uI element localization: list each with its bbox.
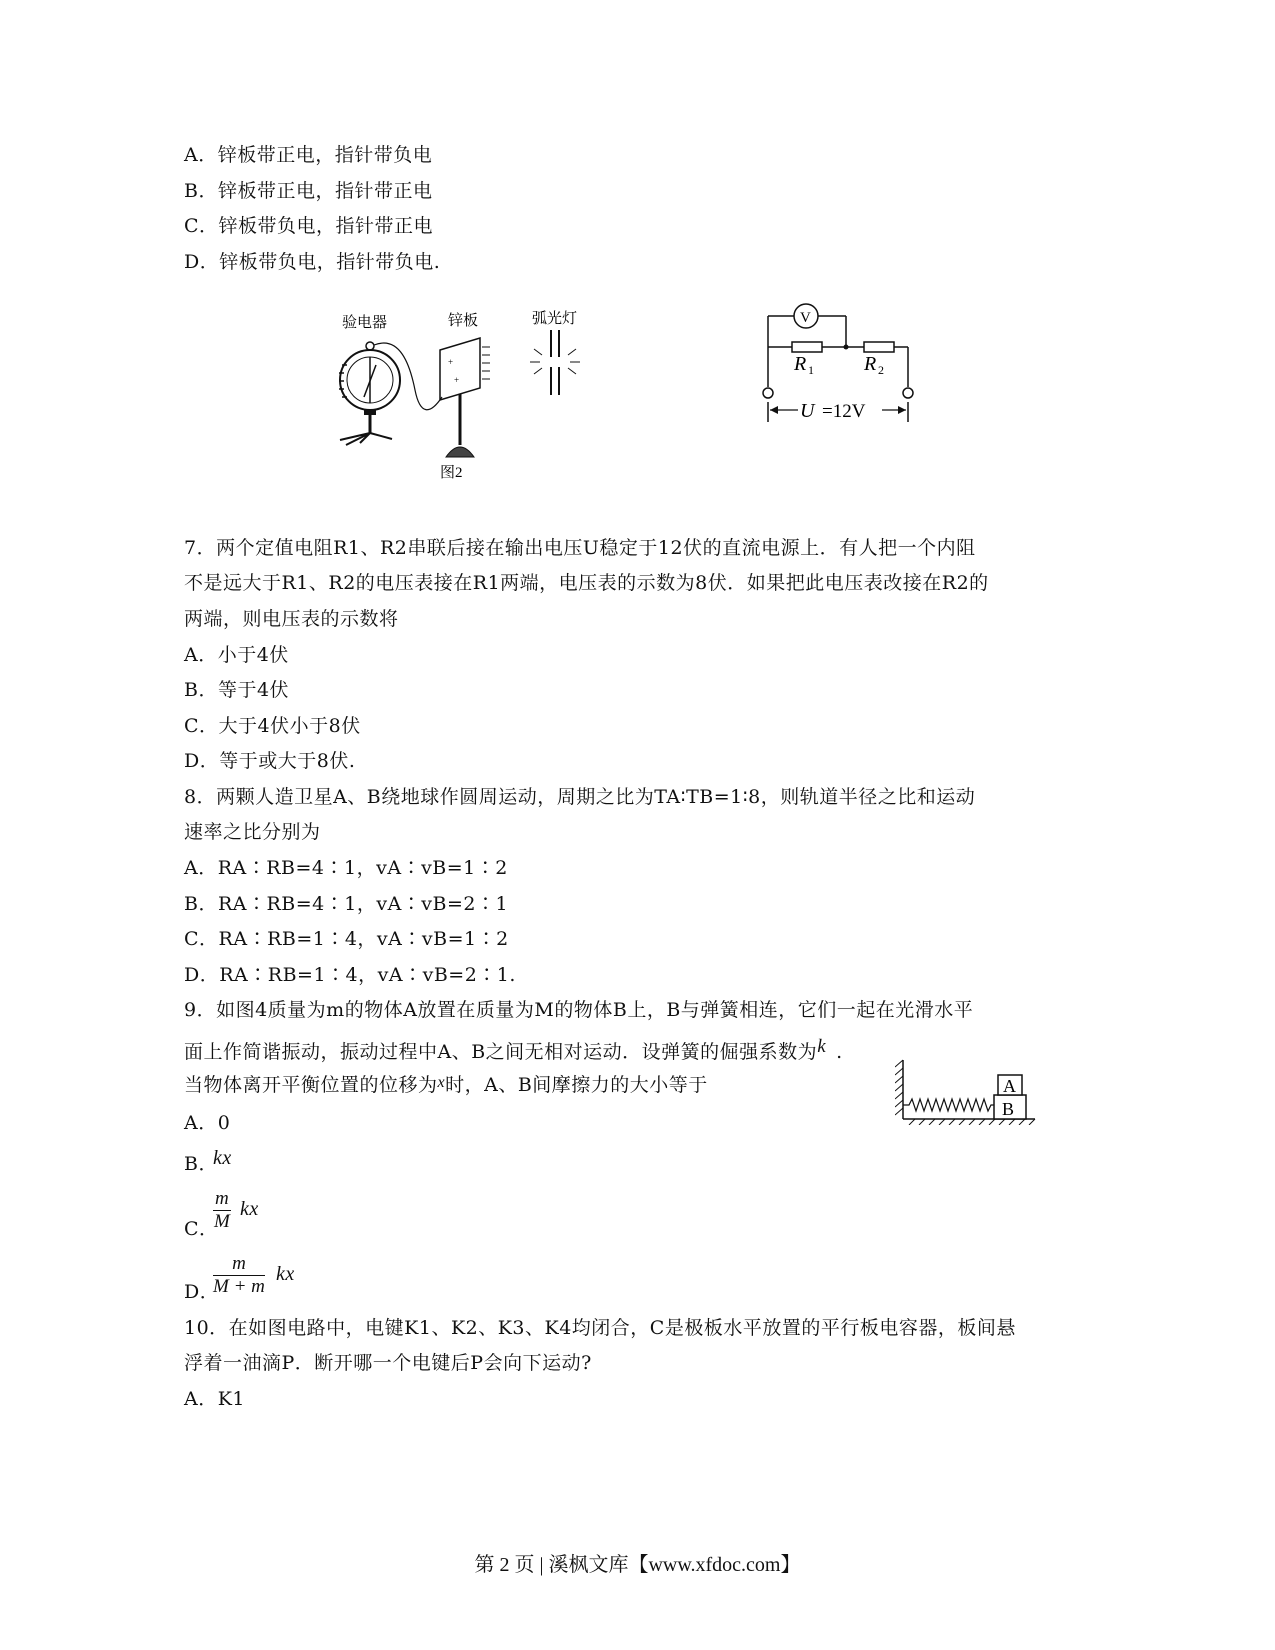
label-arc-lamp: 弧光灯 xyxy=(532,311,578,327)
q9-line2-end: . xyxy=(836,1041,843,1063)
q7-option-c: C．大于4伏小于8伏 xyxy=(184,715,361,737)
q9-var-k: k xyxy=(817,1036,827,1057)
q9-option-d-tail: kx xyxy=(276,1263,295,1285)
q10-stem-line1: 10．在如图电路中，电键K1、K2、K3、K4均闭合，C是极板水平放置的平行板电容器，板间悬 xyxy=(184,1317,1016,1339)
q6-option-c: C．锌板带负电，指针带正电 xyxy=(184,215,434,237)
circuit-diagram xyxy=(760,300,920,425)
block-a-label: A xyxy=(1003,1076,1016,1096)
q9-option-c-label: C． xyxy=(184,1218,219,1240)
label-zinc-plate: 锌板 xyxy=(448,313,479,329)
q9-option-d-fraction xyxy=(213,1253,265,1298)
figure-2-electroscope xyxy=(330,305,600,485)
r2-letter: R xyxy=(864,353,877,375)
r1-subscript: 1 xyxy=(808,363,814,377)
q9-line3-end: 时，A、B间摩擦力的大小等于 xyxy=(445,1074,708,1096)
spring-block-figure xyxy=(895,1055,1040,1125)
label-electroscope: 验电器 xyxy=(342,315,388,331)
q9-stem-line2 xyxy=(184,1036,843,1065)
q7-stem-line3: 两端，则电压表的示数将 xyxy=(184,608,399,630)
q7-stem-line2: 不是远大于R1、R2的电压表接在R1两端，电压表的示数为8伏．如果把此电压表改接在R2的 xyxy=(184,572,989,594)
q7-option-a: A．小于4伏 xyxy=(184,644,289,666)
q9-line2-text: 面上作简谐振动，振动过程中A、B之间无相对运动．设弹簧的倔强系数为 xyxy=(184,1041,818,1063)
q9-option-a: A．0 xyxy=(184,1112,231,1134)
q6-option-d: D．锌板带负电，指针带负电. xyxy=(184,251,441,273)
q9-option-c-fraction xyxy=(213,1188,231,1233)
figure-caption: 图2 xyxy=(440,465,463,481)
q9-option-b-expr: kx xyxy=(213,1147,232,1169)
q9-var-x: x xyxy=(437,1074,446,1091)
q10-stem-line2: 浮着一油滴P．断开哪一个电键后P会向下运动? xyxy=(184,1352,592,1374)
fraction-d-denominator: M + m xyxy=(213,1276,265,1297)
q8-option-c: C．RA∶RB=1∶4，vA∶vB=1∶2 xyxy=(184,928,509,950)
q8-stem-line1: 8．两颗人造卫星A、B绕地球作圆周运动，周期之比为TA∶TB=1∶8，则轨道半径之比和运动 xyxy=(184,786,976,808)
q9-option-d-label: D． xyxy=(184,1281,220,1303)
q7-option-d: D．等于或大于8伏. xyxy=(184,750,356,772)
q7-option-b: B．等于4伏 xyxy=(184,679,290,701)
q10-option-a: A．K1 xyxy=(184,1388,246,1410)
q6-option-a: A．锌板带正电，指针带负电 xyxy=(184,144,433,166)
q8-stem-line2: 速率之比分别为 xyxy=(184,821,321,843)
block-b-label: B xyxy=(1002,1099,1015,1119)
fraction-c-denominator: M xyxy=(213,1211,230,1232)
r2-subscript: 2 xyxy=(878,363,884,377)
q6-option-b: B．锌板带正电，指针带正电 xyxy=(184,180,433,202)
voltmeter-label: V xyxy=(800,310,811,326)
q8-option-b: B．RA∶RB=4∶1，vA∶vB=2∶1 xyxy=(184,893,509,915)
voltage-value: =12V xyxy=(822,401,866,422)
q9-stem-line1: 9．如图4质量为m的物体A放置在质量为M的物体B上，B与弹簧相连，它们一起在光滑水平 xyxy=(184,999,974,1021)
r1-letter: R xyxy=(794,353,807,375)
q9-line3-text: 当物体离开平衡位置的位移为 xyxy=(184,1074,438,1096)
svg-text:+: + xyxy=(448,357,454,367)
q7-stem-line1: 7．两个定值电阻R1、R2串联后接在输出电压U稳定于12伏的直流电源上．有人把一个内阻 xyxy=(184,537,976,559)
q9-stem-line3 xyxy=(184,1073,708,1099)
q8-option-a: A．RA∶RB=4∶1，vA∶vB=1∶2 xyxy=(184,857,508,879)
svg-text:+: + xyxy=(454,375,460,385)
q9-option-c-tail: kx xyxy=(240,1198,259,1220)
q8-option-d: D．RA∶RB=1∶4，vA∶vB=2∶1. xyxy=(184,964,516,986)
voltage-letter: U xyxy=(800,400,815,422)
page-footer: 第 2 页 | 溪枫文库【www.xfdoc.com】 xyxy=(474,1554,801,1576)
fraction-d-numerator: m xyxy=(213,1253,265,1276)
q9-option-b-label: B． xyxy=(184,1153,218,1175)
fraction-c-numerator: m xyxy=(215,1188,229,1209)
